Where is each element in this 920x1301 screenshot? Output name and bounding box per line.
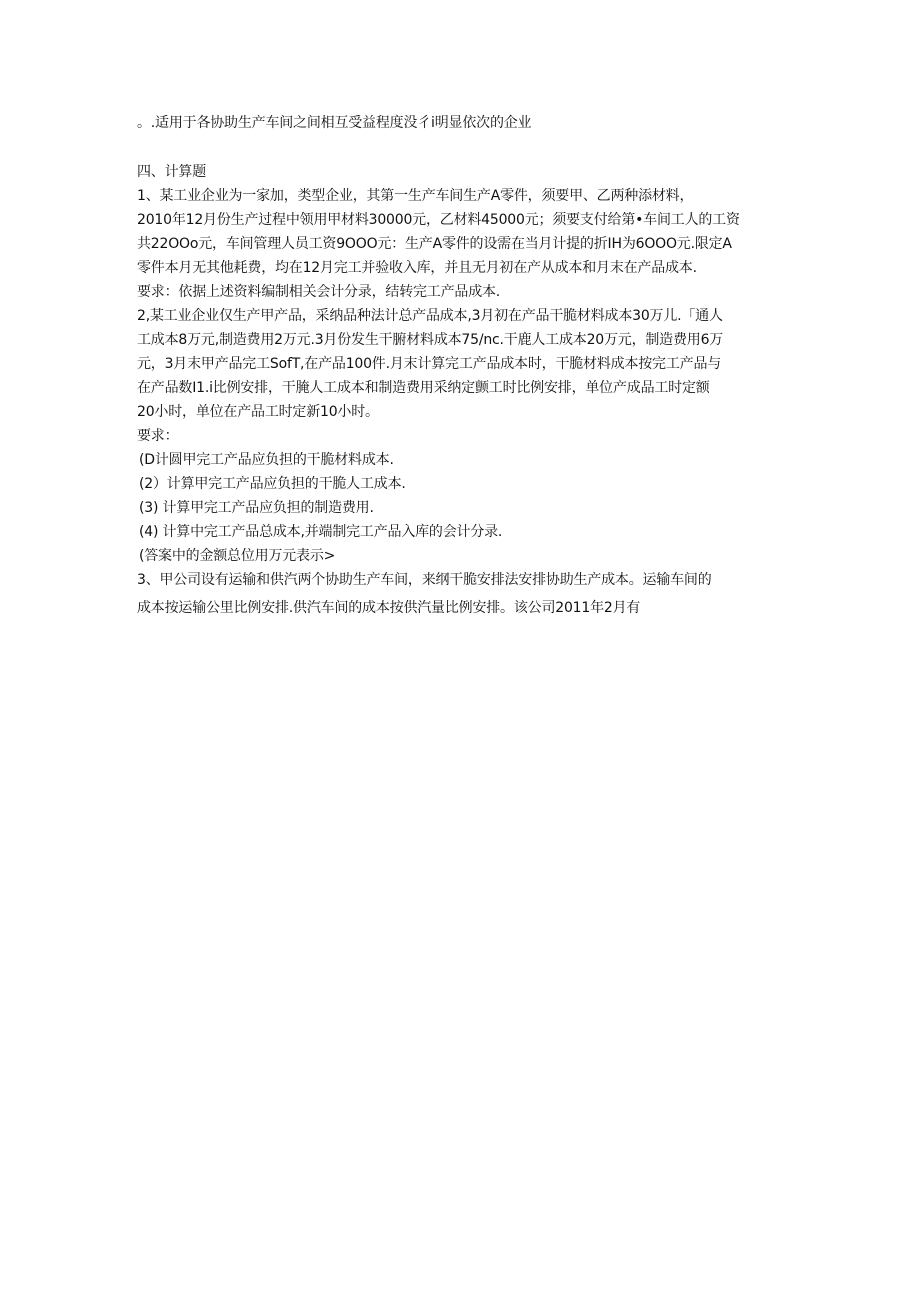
text-line-7: 要求：依据上述资料编制相关会计分录，结转完工产品成本. <box>137 284 501 300</box>
text-line-4: 2010年12月份生产过程中领用甲材料30000元，乙材料45000元；须要支付给第•车间工人的工资 <box>137 212 740 228</box>
text-line-11: 在产品数I1.i比例安排，干腌人工成本和制造费用采纳定颤工时比例安排，单位产成品工时定额 <box>137 380 710 396</box>
section-heading: 四、计算题 <box>137 164 206 180</box>
requirement-heading: 要求： <box>137 428 179 444</box>
text-line-12: 20小时，单位在产品工时定新10小时。 <box>137 404 379 420</box>
requirement-item-1: (D计圆甲完工产品应负担的干脆材料成本. <box>139 452 394 468</box>
requirement-item-4: (4) 计算中完工产品总成本,并端制完工产品入库的会计分录. <box>139 524 503 540</box>
requirement-item-3: (3) 计算甲完工产品应负担的制造费用. <box>139 500 374 516</box>
text-line-6: 零件本月无其他耗费，均在12月完工并验收入库，并且无月初在产从成本和月末在产品成本. <box>137 260 697 276</box>
text-line-9: 工成本8万元,制造费用2万元.3月份发生干腑材料成本75/nc.干鹿人工成本20万元，制造费用6万 <box>137 332 724 348</box>
text-line-19: 3、甲公司设有运输和供汽两个协助生产车间，来纲干脆安排法安排协助生产成本。运输车间的 <box>137 572 712 588</box>
text-line-1: 。.适用于各协助生产车间之间相互受益程度没彳i明显依次的企业 <box>137 115 532 131</box>
requirement-item-2: (2）计算甲完工产品应负担的干脆人工成本. <box>139 476 406 492</box>
text-line-10: 元，3月末甲产品完工SofT,在产品100件.月末计算完工产品成本时，干脆材料成本按完工产品与 <box>137 356 722 372</box>
text-line-5: 共22OOo元，车间管理人员工资9OOO元：生产A零件的设需在当月计提的折IH为6OOO元.限定A <box>137 236 732 252</box>
text-line-8: 2,某工业企业仅生产甲产品，采纳品种法计总产品成本,3月初在产品干脆材料成本30万儿.「通人 <box>137 308 723 324</box>
text-line-20: 成本按运输公里比例安排.供汽车间的成本按供汽量比例安排。该公司2011年2月有 <box>137 600 641 616</box>
text-line-3: 1、某工业企业为一家加，类型企业，其第一生产车间生产A零件，须要甲、乙两种添材料， <box>137 188 694 204</box>
answer-note: (答案中的金额总位用万元表示> <box>139 548 336 564</box>
